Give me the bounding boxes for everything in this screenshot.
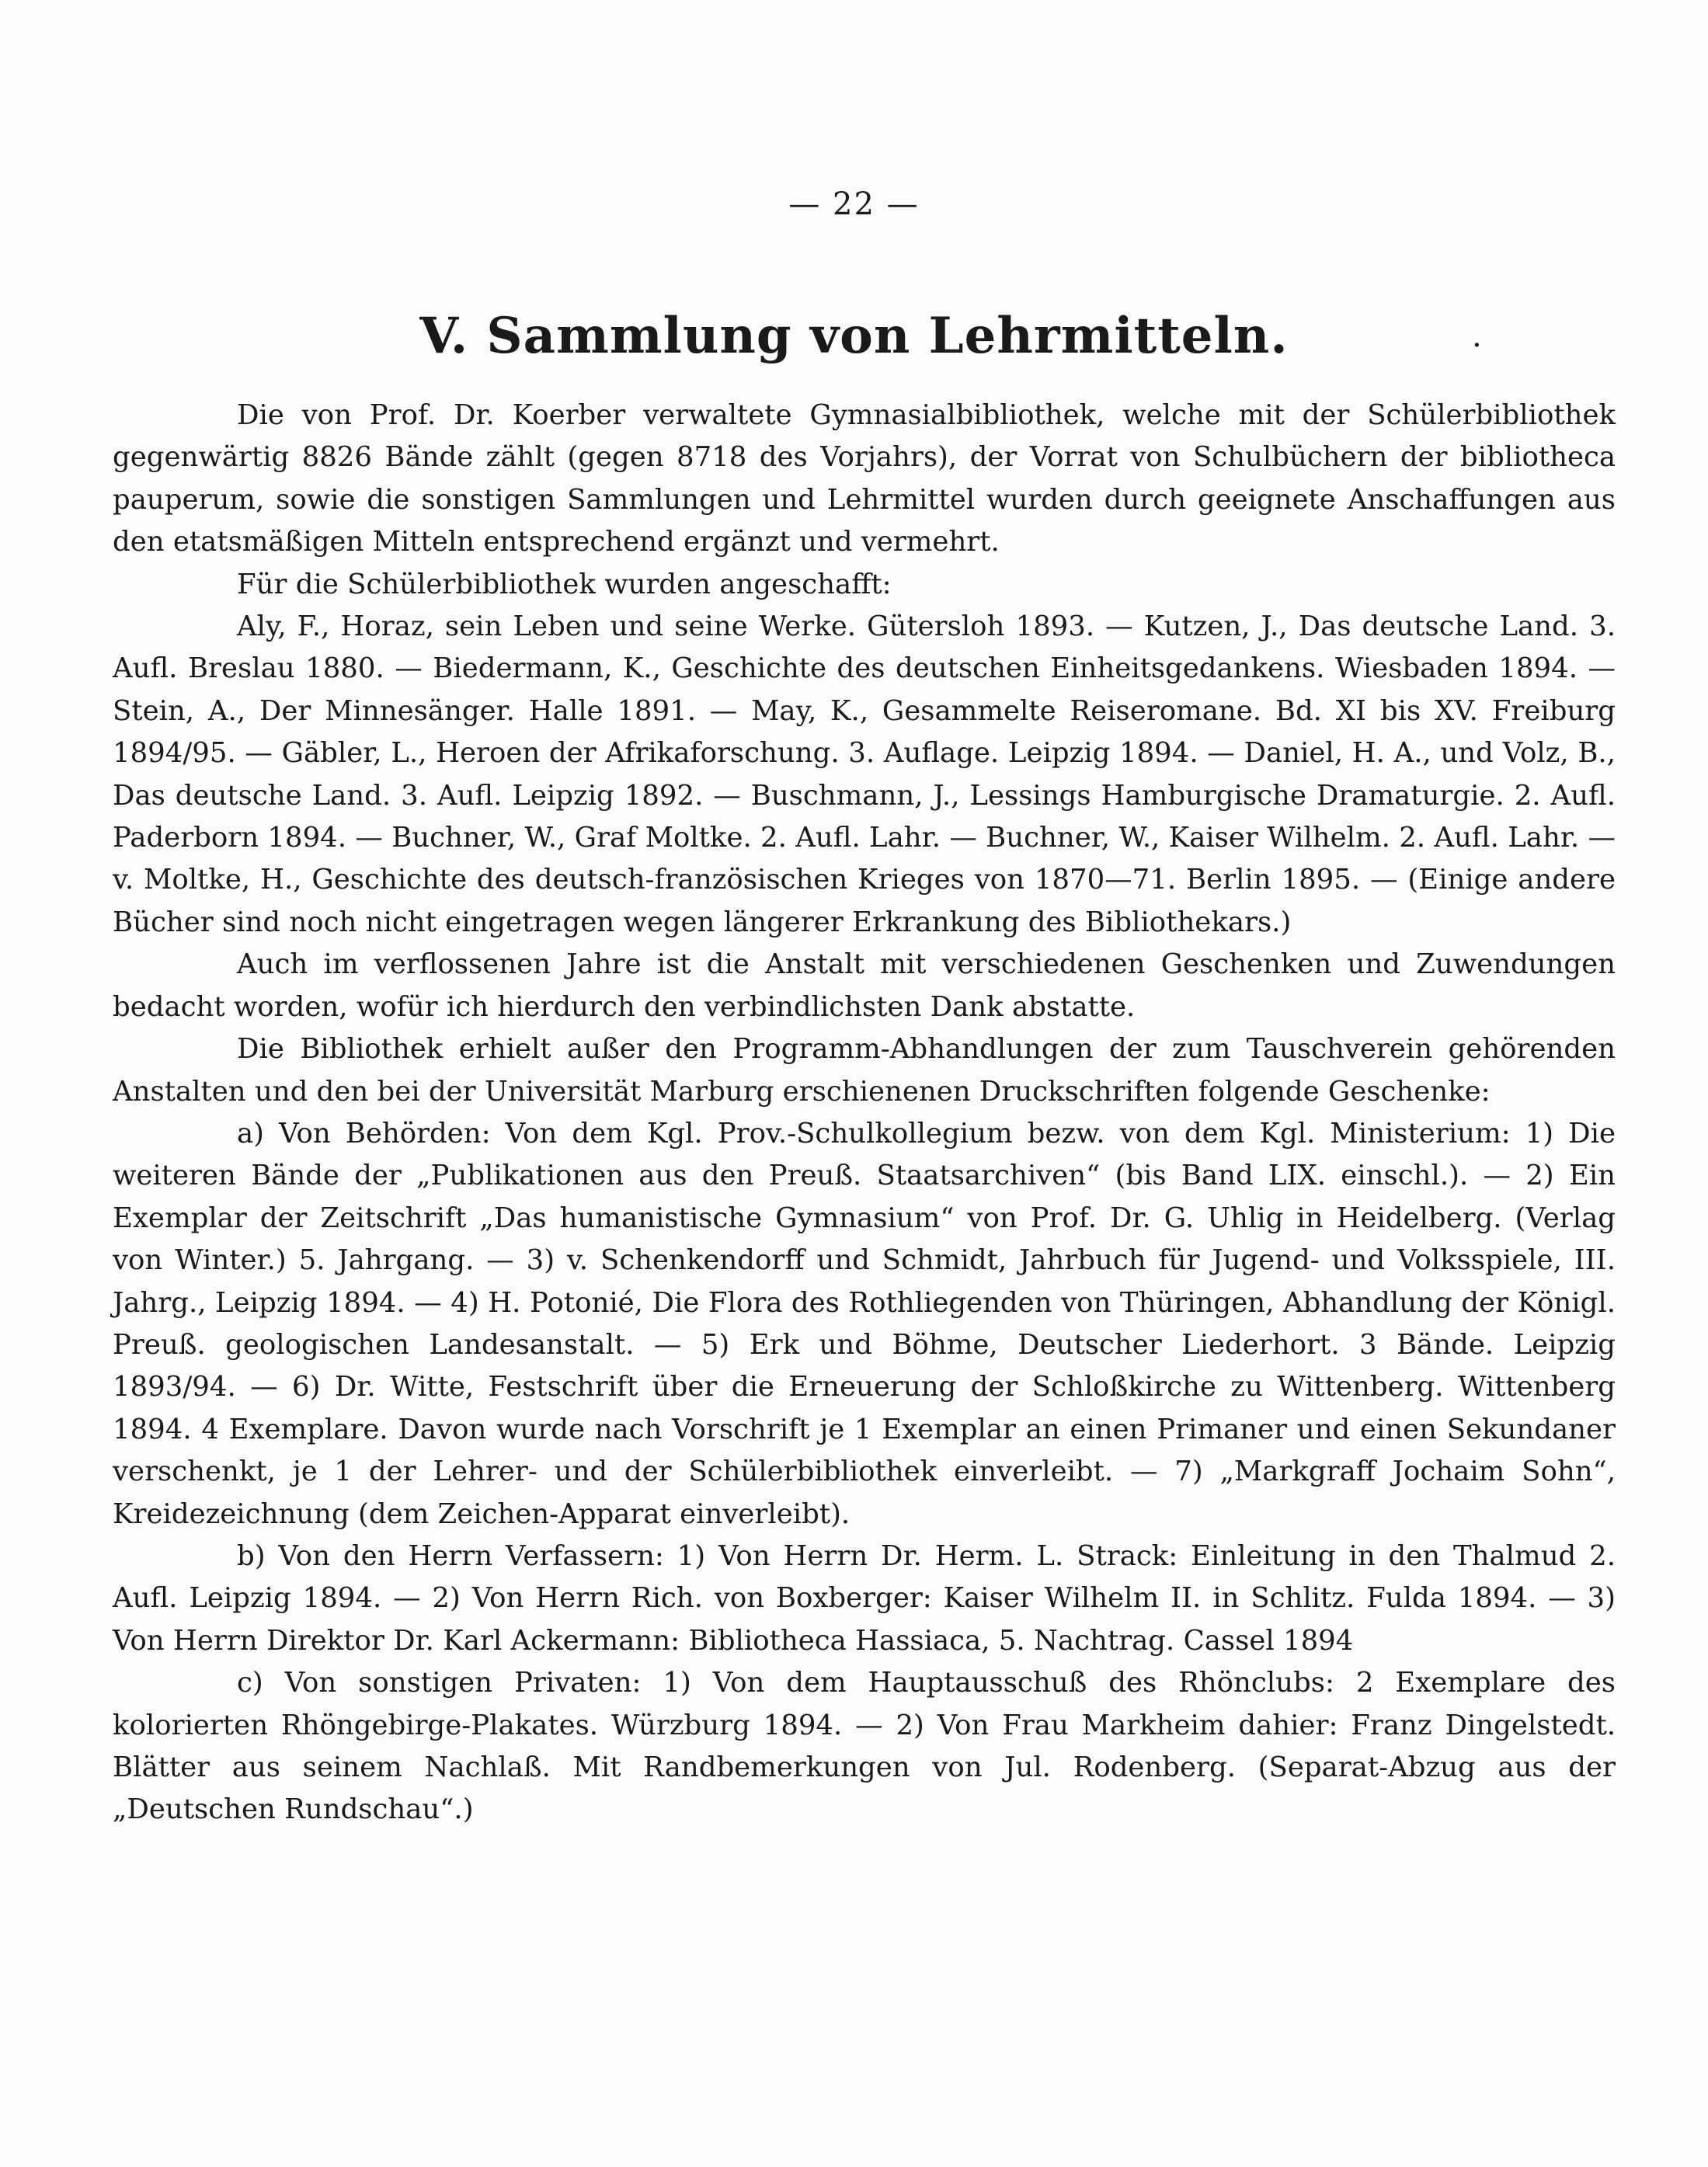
paragraph-gifts-authorities: a) Von Behörden: Von dem Kgl. Prov.-Schulkollegium bezw. von dem Kgl. Ministerium: 1) Die weiteren Bände der „Publikationen aus den Preuß. Staatsarchiven“ (bis Band LIX. einschl.). — 2) Ein Exemplar der Zeitschrift „Das humanistische Gymnasium“ von Prof. Dr. G. Uhlig in Heidelberg. (Verlag von Winter.) 5. Jahrgang. — 3) v. Schenkendorff und Schmidt, Jahrbuch für Jugend- und Volksspiele, III. Jahrg., Leipzig 1894. — 4) H. Potonié, Die Flora des Rothliegenden von Thüringen, Abhandlung der Königl. Preuß. geologischen Landesanstalt. — 5) Erk und Böhme, Deutscher Liederhort. 3 Bände. Leipzig 1893/94. — 6) Dr. Witte, Festschrift über die Erneuerung der Schloßkirche zu Wittenberg. Wittenberg 1894. 4 Exemplare. Davon wurde nach Vorschrift je 1 Exemplar an einen Primaner und einen Sekundaner verschenkt, je 1 der Lehrer- und der Schülerbibliothek einverleibt. — 7) „Markgraff Jochaim Sohn“, Kreidezeichnung (dem Zeichen-Apparat einverleibt). bbox=[113, 1117, 1616, 1530]
paragraph-gifts-private: c) Von sonstigen Privaten: 1) Von dem Hauptausschuß des Rhönclubs: 2 Exemplare des kolorierten Rhöngebirge-Plakates. Würzburg 1894. — 2) Von Frau Markheim dahier: Franz Dingelstedt. Blätter aus seinem Nachlaß. Mit Randbemerkungen von Jul. Rodenberg. (Separat-Abzug aus der „Deutschen Rundschau“.) bbox=[113, 1667, 1616, 1826]
paragraph-acquisitions-heading: Für die Schülerbibliothek wurden angeschafft: bbox=[237, 568, 892, 600]
paragraph-thanks: Auch im verflossenen Jahre ist die Anstalt mit verschiedenen Geschenken und Zuwendungen bedacht worden, wofür ich hierdurch den verbindlichsten Dank abstatte. bbox=[113, 948, 1616, 1023]
section-title: V. Sammlung von Lehrmitteln. bbox=[419, 307, 1289, 365]
page-number: — 22 — bbox=[788, 186, 920, 222]
paragraph-library-intro: Die von Prof. Dr. Koerber verwaltete Gymnasialbibliothek, welche mit der Schülerbibliothek gegenwärtig 8826 Bände zählt (gegen 8718 des Vorjahrs), der Vorrat von Schulbüchern der bibliotheca pauperum, sowie die sonstigen Sammlungen und Lehrmittel wurden durch geeignete Anschaffungen aus den etatsmäßigen Mitteln entsprechend ergänzt und vermehrt. bbox=[113, 399, 1616, 558]
title-mark: . bbox=[1472, 318, 1482, 354]
body-text bbox=[113, 395, 1616, 1831]
paragraph-acquisitions-list: Aly, F., Horaz, sein Leben und seine Werke. Gütersloh 1893. — Kutzen, J., Das deutsche Land. 3. Aufl. Breslau 1880. — Biedermann, K., Geschichte des deutschen Einheitsgedankens. Wiesbaden 1894. — Stein, A., Der Minnesänger. Halle 1891. — May, K., Gesammelte Reiseromane. Bd. XI bis XV. Freiburg 1894/95. — Gäbler, L., Heroen der Afrikaforschung. 3. Auflage. Leipzig 1894. — Daniel, H. A., und Volz, B., Das deutsche Land. 3. Aufl. Leipzig 1892. — Buschmann, J., Lessings Hamburgische Dramaturgie. 2. Aufl. Paderborn 1894. — Buchner, W., Graf Moltke. 2. Aufl. Lahr. — Buchner, W., Kaiser Wilhelm. 2. Aufl. Lahr. — v. Moltke, H., Geschichte des deutsch-französischen Krieges von 1870—71. Berlin 1895. — (Einige andere Bücher sind noch nicht eingetragen wegen längerer Erkrankung des Bibliothekars.) bbox=[113, 610, 1616, 938]
paragraph-gifts-authors: b) Von den Herrn Verfassern: 1) Von Herrn Dr. Herm. L. Strack: Einleitung in den Thalmud 2. Aufl. Leipzig 1894. — 2) Von Herrn Rich. von Boxberger: Kaiser Wilhelm II. in Schlitz. Fulda 1894. — 3) Von Herrn Direktor Dr. Karl Ackermann: Bibliotheca Hassiaca, 5. Nachtrag. Cassel 1894 bbox=[113, 1539, 1616, 1657]
paragraph-gifts-intro: Die Bibliothek erhielt außer den Programm-Abhandlungen der zum Tauschverein gehörenden Anstalten und den bei der Universität Marburg erschienenen Druckschriften folgende Geschenke: bbox=[113, 1033, 1616, 1108]
